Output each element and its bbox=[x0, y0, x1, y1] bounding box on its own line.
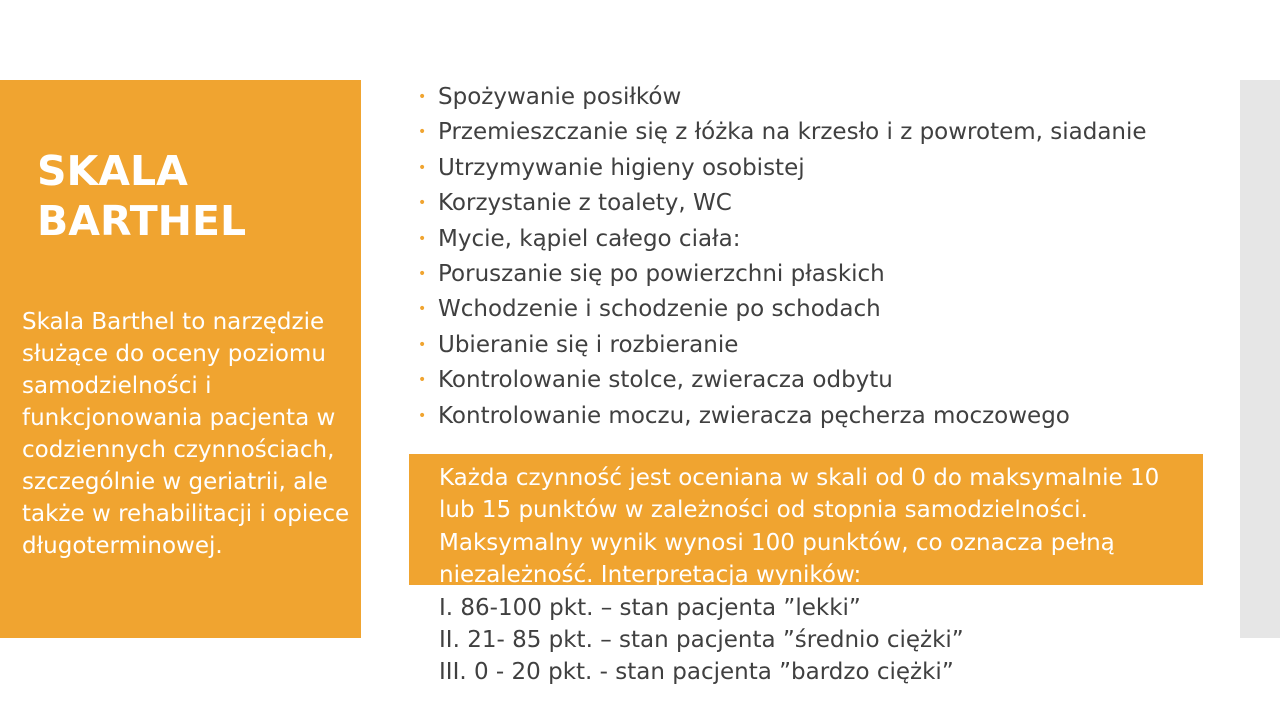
slide-title bbox=[37, 146, 246, 246]
activity-text: Wchodzenie i schodzenie po schodach bbox=[438, 296, 881, 323]
list-item bbox=[416, 151, 1147, 186]
bullet-icon: • bbox=[418, 336, 427, 353]
slide-title-line-1: SKALA bbox=[37, 147, 188, 195]
list-item bbox=[416, 186, 1147, 221]
scoring-line: Maksymalny wynik wynosi 100 punktów, co oznacza pełną bbox=[439, 529, 1115, 556]
bullet-icon: • bbox=[418, 407, 427, 424]
bullet-icon: • bbox=[418, 301, 427, 318]
activity-text: Przemieszczanie się z łóżka na krzesło i z powrotem, siadanie bbox=[438, 119, 1147, 146]
bullet-icon: • bbox=[418, 230, 427, 247]
activity-text: Ubieranie się i rozbieranie bbox=[438, 331, 739, 358]
list-item bbox=[416, 80, 1147, 115]
bullet-icon: • bbox=[418, 266, 427, 283]
activity-text: Utrzymywanie higieny osobistej bbox=[438, 154, 805, 181]
decorative-side-strip bbox=[1240, 80, 1280, 638]
activity-text: Mycie, kąpiel całego ciała: bbox=[438, 225, 741, 252]
scoring-text bbox=[439, 462, 1202, 689]
bullet-icon: • bbox=[418, 372, 427, 389]
bullet-icon: • bbox=[418, 159, 427, 176]
scoring-line: lub 15 punktów w zależności od stopnia samodzielności. bbox=[439, 497, 1088, 524]
activity-text: Kontrolowanie stolce, zwieracza odbytu bbox=[438, 367, 893, 394]
scoring-line: Każda czynność jest oceniana w skali od 0 do maksymalnie 10 bbox=[439, 465, 1160, 491]
list-item bbox=[416, 363, 1147, 398]
list-item bbox=[416, 222, 1147, 257]
scoring-line: niezależność. Interpretacja wyników: bbox=[439, 562, 862, 589]
slide-title-line-2: BARTHEL bbox=[37, 197, 247, 245]
list-item bbox=[416, 257, 1147, 292]
bullet-icon: • bbox=[418, 89, 427, 105]
bullet-icon: • bbox=[418, 124, 427, 141]
interpretation-line: II. 21- 85 pkt. – stan pacjenta ”średnio ciężki” bbox=[439, 627, 964, 654]
activity-text: Poruszanie się po powierzchni płaskich bbox=[438, 261, 885, 288]
list-item bbox=[416, 328, 1147, 363]
bullet-icon: • bbox=[418, 195, 427, 212]
list-item bbox=[416, 292, 1147, 327]
list-item bbox=[416, 399, 1147, 434]
interpretation-line: I. 86-100 pkt. – stan pacjenta ”lekki” bbox=[439, 594, 861, 621]
activity-text: Korzystanie z toalety, WC bbox=[438, 190, 732, 217]
scale-description: Skala Barthel to narzędzie służące do oceny poziomu samodzielności i funkcjonowania pacjenta w codziennych czynnościach, szczególnie w geriatrii, ale także w rehabilitacji i opiece długoterminowej. bbox=[22, 309, 350, 559]
list-item bbox=[416, 115, 1147, 150]
activity-text: Spożywanie posiłków bbox=[438, 84, 682, 110]
interpretation-line: III. 0 - 20 pkt. - stan pacjenta ”bardzo ciężki” bbox=[439, 659, 954, 686]
activity-list bbox=[416, 80, 1147, 434]
activity-text: Kontrolowanie moczu, zwieracza pęcherza moczowego bbox=[438, 402, 1070, 429]
